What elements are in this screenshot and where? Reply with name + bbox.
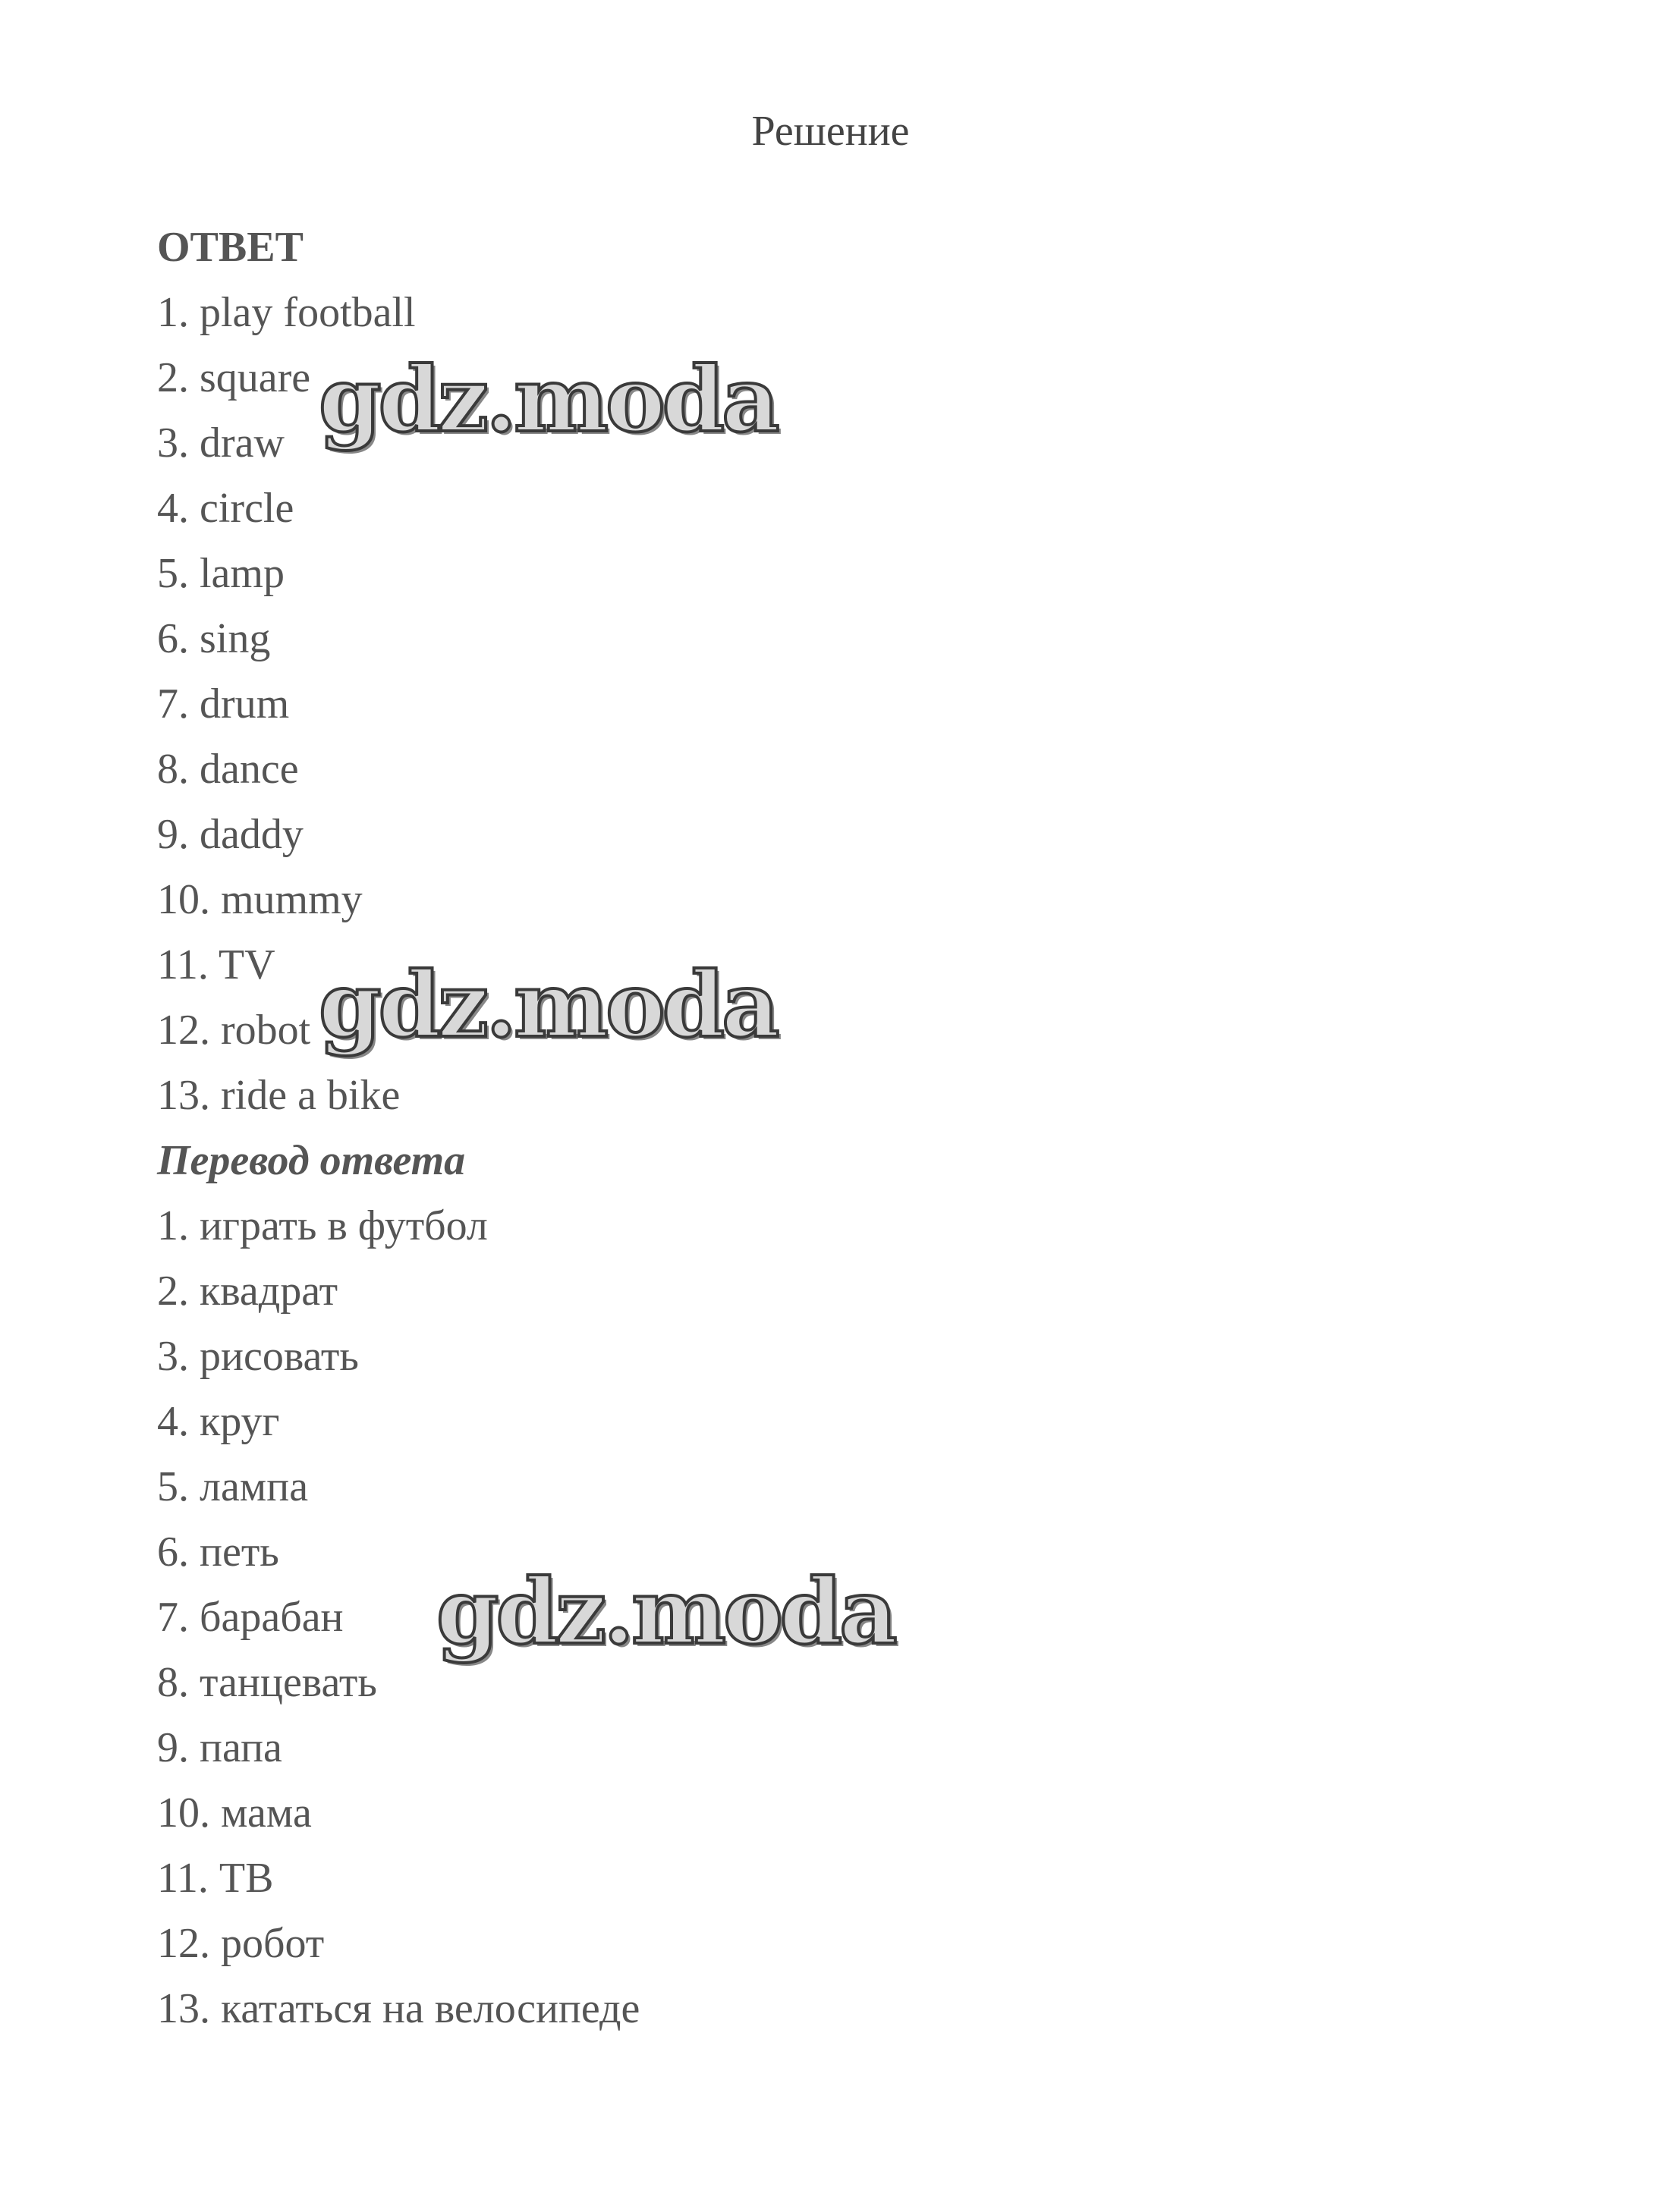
answer-item: 1. play football	[157, 289, 416, 336]
translation-item: 2. квадрат	[157, 1268, 338, 1315]
answer-item: 6. sing	[157, 615, 271, 662]
translation-item: 6. петь	[157, 1529, 279, 1576]
answer-item: 11. TV	[157, 941, 275, 988]
translation-item: 3. рисовать	[157, 1333, 359, 1380]
translation-item: 10. мама	[157, 1789, 312, 1837]
translation-item: 7. барабан	[157, 1594, 344, 1641]
translation-item: 11. ТВ	[157, 1855, 274, 1902]
answer-item: 12. robot	[157, 1007, 311, 1054]
translation-item: 8. танцевать	[157, 1659, 377, 1706]
document-body	[157, 215, 640, 2041]
translation-item: 12. робот	[157, 1920, 325, 1967]
watermark: gdz.moda	[319, 952, 777, 1057]
answer-item: 3. draw	[157, 419, 285, 467]
answer-item: 7. drum	[157, 680, 290, 727]
translation-item: 9. папа	[157, 1724, 282, 1771]
answer-item: 10. mummy	[157, 876, 363, 923]
watermark: gdz.moda	[319, 347, 777, 452]
translation-item: 1. играть в футбол	[157, 1202, 488, 1249]
answer-item: 9. daddy	[157, 811, 304, 858]
translation-item: 4. круг	[157, 1398, 280, 1445]
answer-item: 13. ride a bike	[157, 1072, 401, 1119]
translation-heading: Перевод ответа	[157, 1137, 466, 1184]
translation-item: 5. лампа	[157, 1463, 309, 1510]
answer-item: 5. lamp	[157, 550, 285, 597]
answer-item: 4. circle	[157, 485, 294, 532]
answer-item: 8. dance	[157, 746, 299, 793]
watermark: gdz.moda	[436, 1559, 895, 1664]
page-title: Решение	[751, 108, 910, 155]
answer-item: 2. square	[157, 354, 311, 401]
translation-item: 13. кататься на велосипеде	[157, 1985, 640, 2032]
answer-heading: ОТВЕТ	[157, 224, 304, 271]
